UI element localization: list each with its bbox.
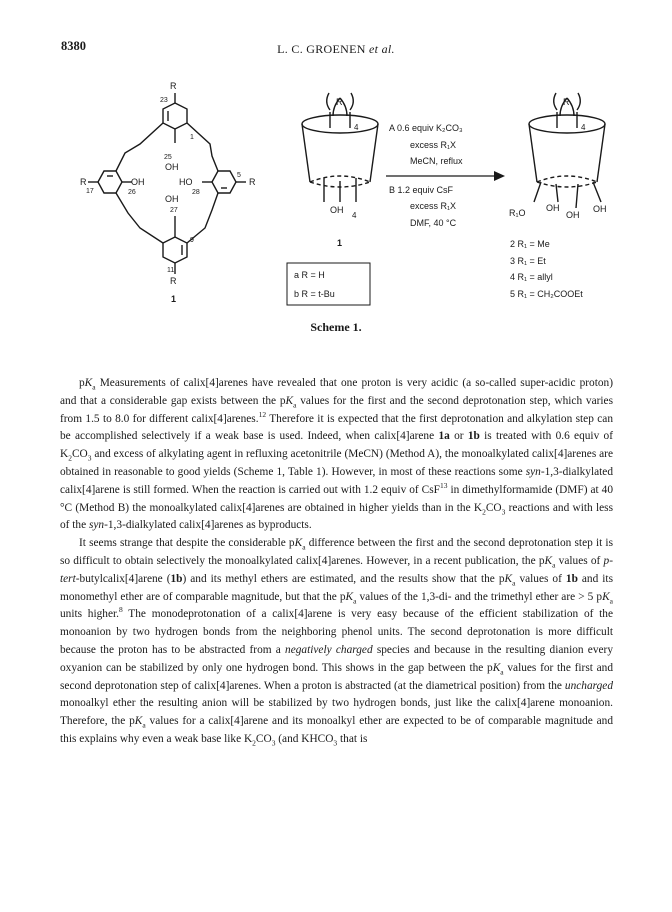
c1-right-oh-num: 28 bbox=[192, 189, 200, 196]
calixarene-cup-left bbox=[302, 93, 378, 202]
c1-bottom-num: 11 bbox=[167, 267, 175, 274]
cup-left-oh-sub: 4 bbox=[352, 211, 357, 220]
calixarene-cup-right bbox=[529, 93, 605, 208]
condition-B-2: excess R₁X bbox=[410, 201, 457, 211]
cup-right-R: R bbox=[563, 97, 570, 107]
c1-left-num: 17 bbox=[86, 188, 94, 195]
cup-right-oh2: OH bbox=[566, 210, 580, 220]
scheme-figure bbox=[0, 78, 672, 318]
condition-A-2: excess R₁X bbox=[410, 140, 457, 150]
legend-a: a R = H bbox=[294, 270, 325, 280]
cup-right-oh1: OH bbox=[546, 203, 560, 213]
substituent-legend bbox=[294, 270, 335, 299]
c1-right-R: R bbox=[249, 177, 256, 187]
condition-B-3: DMF, 40 °C bbox=[410, 218, 457, 228]
body-text bbox=[60, 375, 613, 749]
page-number: 8380 bbox=[61, 39, 86, 53]
cup-left-R: R bbox=[336, 97, 343, 107]
product-4: 4 R₁ = allyl bbox=[510, 272, 553, 282]
c1-top-oh: OH bbox=[165, 162, 179, 172]
cup-left-label: 1 bbox=[337, 238, 343, 248]
cup-left-oh: OH bbox=[330, 205, 344, 215]
c1-ring-num-1: 1 bbox=[190, 134, 194, 141]
c1-right-num: 5 bbox=[237, 172, 241, 179]
c1-label: 1 bbox=[171, 294, 177, 304]
scheme-caption: Scheme 1. bbox=[310, 320, 362, 334]
condition-B-1: B 1.2 equiv CsF bbox=[389, 185, 454, 195]
c1-bottom-oh: OH bbox=[165, 194, 179, 204]
c1-left-oh: OH bbox=[131, 177, 145, 187]
cup-right-sub: 4 bbox=[581, 123, 586, 132]
c1-right-ho: HO bbox=[179, 177, 193, 187]
cup-right-oh3: OH bbox=[593, 204, 607, 214]
c1-ring-num-9: 9 bbox=[190, 237, 194, 244]
product-2: 2 R₁ = Me bbox=[510, 239, 550, 249]
product-3: 3 R₁ = Et bbox=[510, 256, 546, 266]
product-5: 5 R₁ = CH₂COOEt bbox=[510, 289, 583, 299]
product-list bbox=[510, 239, 583, 299]
cup-left-labels bbox=[330, 97, 359, 248]
running-head-etal: et al. bbox=[369, 42, 395, 56]
condition-A-1: A 0.6 equiv K₂CO₃ bbox=[389, 123, 463, 133]
compound-1-structure bbox=[88, 93, 246, 274]
running-head bbox=[0, 42, 672, 57]
condition-A-3: MeCN, reflux bbox=[410, 156, 463, 166]
c1-top-R: R bbox=[170, 81, 177, 91]
c1-top-oh-num: 25 bbox=[164, 154, 172, 161]
cup-left-sub: 4 bbox=[354, 123, 359, 132]
c1-left-R: R bbox=[80, 177, 87, 187]
paragraph-1: $pK_a$ Measurements of calix[4]arenes have revealed that one proton is very acidic (a so-called super-acidic proton) and that a considerable gap exists between the $pK_a$ values for the first and the second deprotonation step, which varies from 1.5 to 8.0 for different calix[4]arenes.$^{12}$ Therefore it is expected that the first deprotonation and alkylation step can be accomplished selectively if a weak base is used. Indeed, when calix[4]arene 1a or 1b is treated with 0.6 equiv of $K_2CO_3$ and excess of alkylating agent in refluxing acetonitrile (MeCN) (Method A), the monoalkylated calix[4]arenes are obtained in reasonable to good yields (Scheme 1, Table 1). However, in most of these reactions some syn-1,3-dialkylated calix[4]arene is still formed. When the reaction is carried out with 1.2 equiv of CsF$^{13}$ in dimethylformamide (DMF) at 40 °C (Method B) the monoalkylated calix[4]arenes are obtained in higher yields than in the $K_2CO_3$ reactions and with less of the syn-1,3-dialkylated calix[4]arenes as byproducts. bbox=[60, 377, 613, 532]
c1-left-oh-num: 26 bbox=[128, 189, 136, 196]
c1-top-num: 23 bbox=[160, 97, 168, 104]
c1-bottom-R: R bbox=[170, 276, 177, 286]
paragraph-2: It seems strange that despite the considerable $pK_a$ difference between the first and the second deprotonation step it is so difficult to obtain selectively the monoalkylated calix[4]arenes. However, in a recent publication, the $pK_a$ values of p-tert-butylcalix[4]arene (1b) and its methyl ethers are estimated, and the results show that the $pK_a$ values of 1b and its monomethyl ether are of comparable magnitude, but that the $pK_a$ values of the 1,3-di- and the trimethyl ether are > 5 $pK_a$ units higher.$^8$ The monodeprotonation of a calix[4]arene is very easy because of the efficient stabilization of the monoanion by two hydrogen bonds from the neighboring phenol units. The second deprotonation is more difficult because the proton has to be abstracted from a negatively charged species and because in the resulting dianion every oxyanion can be stabilized by only one hydrogen bond. This shows in the gap between the $pK_a$ values for the first and second deprotonation step of calix[4]arenes. When a proton is abstracted (at the diametrical position) from the uncharged monoalkyl ether the resulting anion will be stabilized by two hydrogen bonds, just like the calix[4]arene monoanion. Therefore, the $pK_a$ values for a calix[4]arene and its monoalkyl ether are expected to be of comparable magnitude and this explains why even a weak base like $K_2CO_3$ (and $KHCO_3$ that is bbox=[60, 537, 614, 748]
cup-right-r1o: R₁O bbox=[509, 208, 526, 218]
legend-b: b R = t-Bu bbox=[294, 289, 335, 299]
c1-bottom-oh-num: 27 bbox=[170, 207, 178, 214]
running-head-authors: L. C. GROENEN bbox=[277, 42, 366, 56]
reaction-arrowhead bbox=[494, 171, 505, 181]
